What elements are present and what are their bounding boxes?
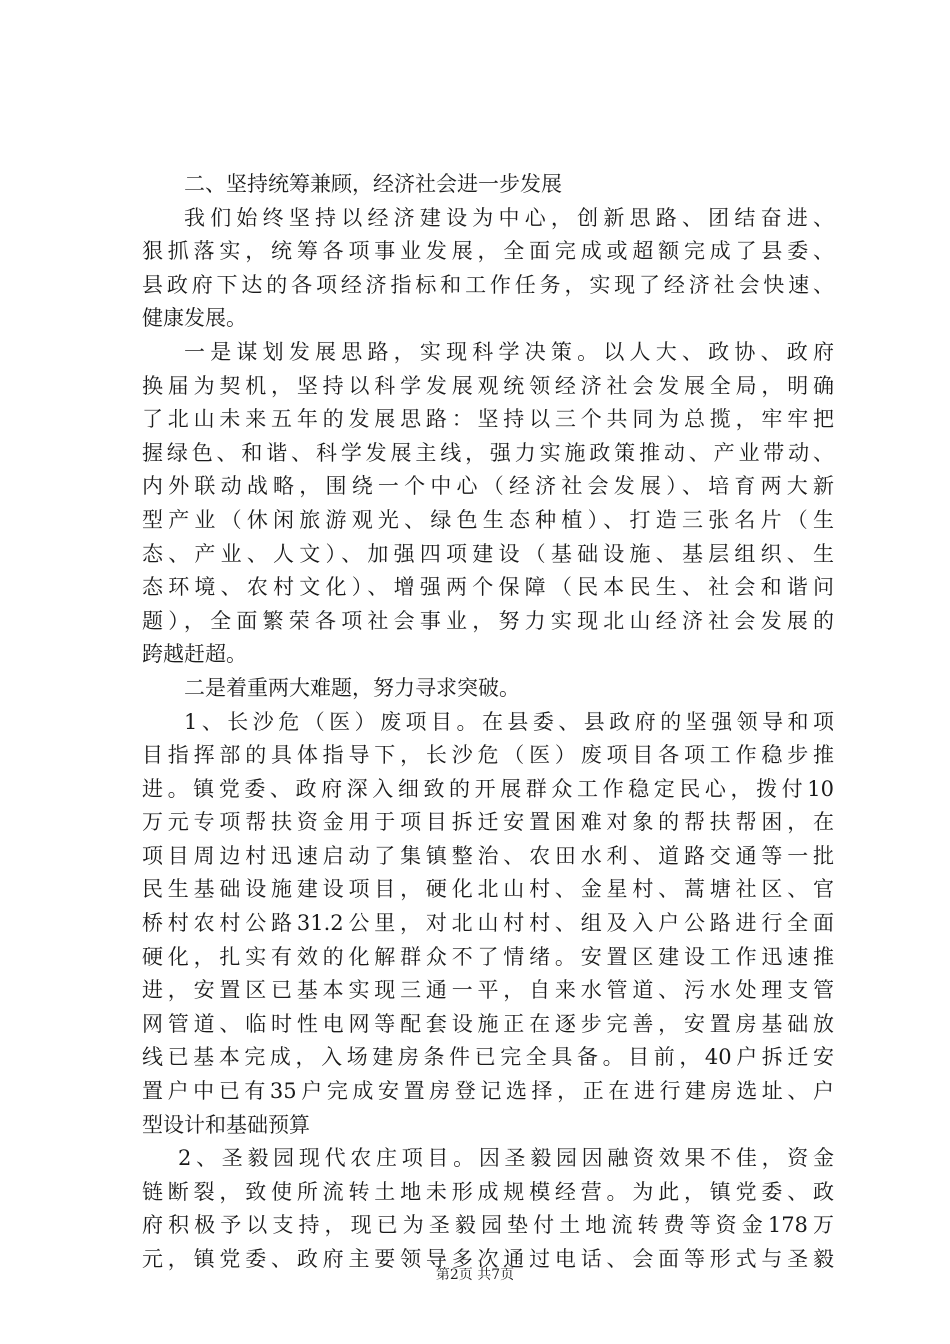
paragraph-line: 我们始终坚持以经济建设为中心，创新思路、团结奋进、 bbox=[184, 205, 834, 230]
paragraph-line: 链断裂，致使所流转土地未形成规模经营。为此，镇党委、政 bbox=[142, 1179, 834, 1204]
paragraph-line: 元，镇党委、政府主要领导多次通过电话、会面等形式与圣毅 bbox=[142, 1247, 834, 1271]
paragraph-line: 态环境、农村文化）、增强两个保障（民本民生、社会和谐问 bbox=[142, 575, 834, 600]
paragraph-line: 握绿色、和谐、科学发展主线，强力实施政策推动、产业带动、 bbox=[142, 440, 834, 465]
paragraph-line: 民生基础设施建设项目，硬化北山村、金星村、蒿塘社区、官 bbox=[142, 877, 834, 902]
paragraph-line: 跨越赶超。 bbox=[142, 642, 247, 667]
paragraph-line: 题），全面繁荣各项社会事业，努力实现北山经济社会发展的 bbox=[142, 608, 834, 633]
paragraph-line: 健康发展。 bbox=[142, 306, 247, 331]
paragraph-line: 态、产业、人文）、加强四项建设（基础设施、基层组织、生 bbox=[142, 541, 834, 566]
paragraph-line: 了北山未来五年的发展思路：坚持以三个共同为总揽，牢牢把 bbox=[142, 407, 834, 432]
paragraph-line: 内外联动战略，围绕一个中心（经济社会发展）、培育两大新 bbox=[142, 474, 834, 499]
paragraph-line: 万元专项帮扶资金用于项目拆迁安置困难对象的帮扶帮困，在 bbox=[142, 810, 834, 835]
paragraph-line: 1、长沙危（医）废项目。在县委、县政府的坚强领导和项 bbox=[184, 709, 834, 734]
paragraph-line: 目指挥部的具体指导下，长沙危（医）废项目各项工作稳步推 bbox=[142, 743, 834, 768]
paragraph-line: 府积极予以支持，现已为圣毅园垫付土地流转费等资金178万 bbox=[142, 1213, 834, 1238]
paragraph-line: 狠抓落实，统筹各项事业发展，全面完成或超额完成了县委、 bbox=[142, 239, 834, 264]
section-heading: 二、坚持统筹兼顾，经济社会进一步发展 bbox=[184, 172, 562, 196]
paragraph-line: 桥村农村公路31.2公里，对北山村村、组及入户公路进行全面 bbox=[142, 911, 834, 936]
paragraph-line: 进。镇党委、政府深入细致的开展群众工作稳定民心，拨付10 bbox=[142, 776, 834, 801]
page-number-footer: 第2页 共7页 bbox=[435, 1267, 515, 1283]
document-body bbox=[142, 168, 834, 1277]
paragraph-line: 置户中已有35户完成安置房登记选择，正在进行建房选址、户 bbox=[142, 1079, 834, 1104]
paragraph-line: 换届为契机，坚持以科学发展观统领经济社会发展全局，明确 bbox=[142, 373, 834, 398]
paragraph-line: 硬化，扎实有效的化解群众不了情绪。安置区建设工作迅速推 bbox=[142, 944, 834, 969]
paragraph-line: 型设计和基础预算 bbox=[142, 1112, 310, 1137]
paragraph-line: 一是谋划发展思路，实现科学决策。以人大、政协、政府 bbox=[184, 339, 834, 364]
paragraph-line: 线已基本完成，入场建房条件已完全具备。目前，40户拆迁安 bbox=[142, 1045, 834, 1070]
paragraph-line: 型产业（休闲旅游观光、绿色生态种植）、打造三张名片（生 bbox=[142, 507, 834, 532]
paragraph-line: 项目周边村迅速启动了集镇整治、农田水利、道路交通等一批 bbox=[142, 843, 834, 868]
paragraph-line: 二是着重两大难题，努力寻求突破。 bbox=[184, 675, 520, 700]
paragraph-line: 县政府下达的各项经济指标和工作任务，实现了经济社会快速、 bbox=[142, 272, 834, 297]
paragraph-line: 进，安置区已基本实现三通一平，自来水管道、污水处理支管 bbox=[142, 978, 834, 1003]
paragraph-line: 2、圣毅园现代农庄项目。因圣毅园因融资效果不佳，资金 bbox=[178, 1146, 834, 1171]
paragraph-line: 网管道、临时性电网等配套设施正在逐步完善，安置房基础放 bbox=[142, 1011, 834, 1036]
